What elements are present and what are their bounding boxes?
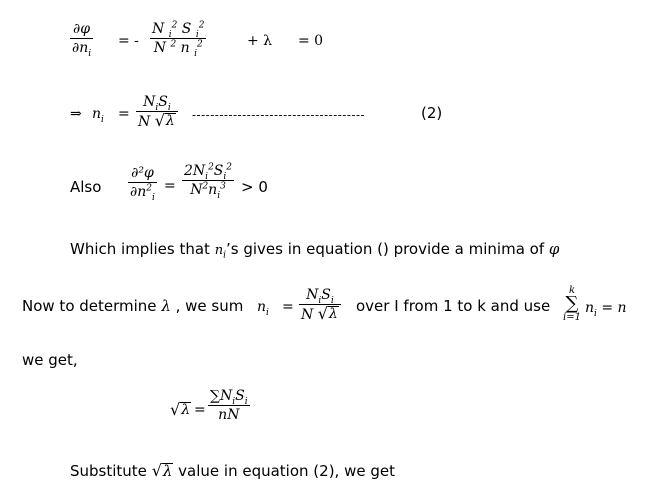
eq3-rhs-den: $N^2n_i^3$ [190, 181, 226, 201]
sqrt-lambda: √ λ [170, 400, 191, 419]
eq3-rhs-fraction [182, 162, 234, 201]
line5-den: N √ λ [301, 304, 338, 323]
second-derivative-fraction [128, 165, 157, 203]
line5-equals: = [282, 299, 294, 315]
equation-number: (2) [421, 104, 443, 122]
eq2-den: N √ λ [138, 111, 175, 130]
eq2-num: $N_iS_i$ [143, 94, 171, 113]
phi-symbol: φ [548, 240, 560, 258]
second-partial-phi: ∂²φ [131, 165, 154, 181]
eq7-num: $\sum N_iS_i$ [210, 388, 248, 407]
partial-phi: ∂φ [73, 21, 91, 37]
sum-expression: $n_i = n$ [585, 300, 627, 319]
line5-text3: over I from 1 to k and use [356, 297, 551, 315]
implies-arrow: ⇒ [70, 106, 82, 122]
also-label: Also [70, 178, 102, 196]
partial-derivative-fraction [70, 21, 93, 59]
eq2-fraction [136, 94, 178, 130]
equals: = [194, 402, 206, 418]
equals-zero: = 0 [298, 33, 324, 49]
equals-minus: = - [118, 33, 139, 49]
lhs-n: $n_i$ [92, 106, 104, 125]
line5-num: $N_iS_i$ [306, 287, 334, 306]
eq3-rhs-num: $2N_i^2S_i^2$ [184, 162, 233, 182]
rhs-num-1: N $_i^2$ S $_i^2$ [152, 20, 205, 40]
greater-than-zero: > 0 [241, 178, 268, 196]
line5-fraction [299, 287, 341, 323]
equals: = [118, 106, 130, 122]
minima-sentence: Which implies that $n_i’s$ gives in equation () provide a minima of φ [70, 240, 560, 261]
plus-lambda: + λ [247, 33, 273, 49]
rhs-den-1: N $^2$ n $_i^2$ [153, 39, 203, 59]
we-get-text: we get, [22, 351, 78, 369]
eq7-fraction [208, 388, 250, 423]
line5-text: Now to determine λ , we sum [22, 297, 244, 315]
substitute-sentence: Substitute √ λ value in equation (2), we get [70, 461, 395, 480]
summation: k ∑ i=1 [563, 285, 581, 323]
rhs-fraction-1 [150, 20, 206, 59]
equals: = [164, 178, 176, 194]
second-partial-n: $\partial n^2_i$ [130, 183, 155, 203]
eq7-den: nN [218, 407, 240, 423]
dashes: -------------------------------------- [192, 108, 366, 122]
line5-lhs: $n_i$ [257, 299, 269, 318]
sqrt-lambda-inline: √ λ [151, 461, 173, 480]
partial-n: $\partial n_i$ [72, 40, 92, 59]
